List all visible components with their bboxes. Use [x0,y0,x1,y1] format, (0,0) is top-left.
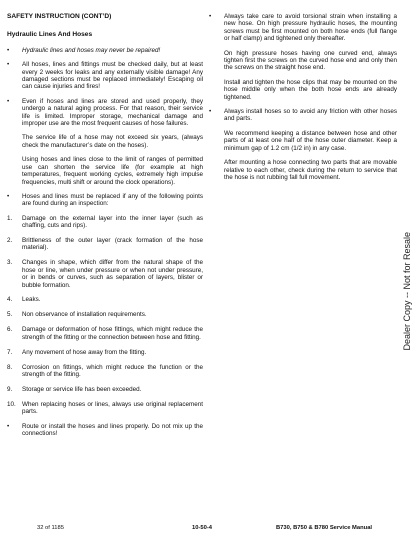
bullet-text: Always take care to avoid torsional strain when installing a new hose. On high pressure hydraulic hoses, the mounting screws must be first mounted on both hose ends (full flange or half clamp) and tightened only thereafter. [224,13,397,43]
paragraph: Install and tighten the hose clips that may be mounted on the hose middle only when the both hose ends are already tightened. [224,78,397,101]
bullet-text: Even if hoses and lines are stored and used properly, they undergo a natural aging process. For that reason, their service life is limited. Improper storage, mechanical damage and improper use are the most frequent causes of hose failures. [22,97,203,128]
bullet-text: Always install hoses so to avoid any friction with other hoses and parts. [224,108,397,123]
item-number: 5. [7,311,13,319]
item-text: Storage or service life has been exceeded. [22,385,142,393]
bullet-marker: • [7,192,10,200]
section-subtitle: Hydraulic Lines And Hoses [7,31,93,39]
right-column [209,13,397,188]
item-text: Changes in shape, which differ from the natural shape of the hose or line, when under pressure or when not under pressure, or in bends or curves, such as separation of layers, blister or bubble formation. [22,259,203,289]
numbered-item [7,386,203,393]
item-text: Brittleness of the outer layer (crack formation of the hose material). [22,237,203,252]
item-number: 4. [7,296,13,304]
footer-page-count: 32 of 1185 [37,525,64,531]
bullet-text: Hoses and lines must be replaced if any of the following points are found during an inspection: [22,192,203,208]
paragraph: On high pressure hoses having one curved end, always tighten first the screws on the curved hose end and only then the screws on the straight hose end. [224,49,397,72]
item-number: 3. [7,259,13,267]
item-text: Leaks. [22,296,41,304]
numbered-item [7,259,203,289]
item-number: 6. [7,326,13,334]
numbered-item [7,401,203,416]
left-column [7,13,203,445]
footer-section-number: 10-50-4 [192,525,212,531]
bullet-marker: • [7,61,10,69]
numbered-item [7,364,203,379]
numbered-item [7,326,203,341]
item-number: 8. [7,363,13,371]
bullet-item [7,193,203,208]
bullet-text: All hoses, lines and fittings must be checked daily, but at least every 2 weeks for leaks and any externally visible damage! Any damaged sections must be replaced immediately! Escaping oil can cause injuries and fires! [22,61,203,91]
numbered-item [7,296,203,303]
item-number: 1. [7,214,13,222]
paragraph: After mounting a hose connecting two parts that are movable relative to each other, check during the return to service that the hose is not rubbing fall full movement. [224,159,397,181]
paragraph: Using hoses and lines close to the limit of ranges of permitted use can shorten the service life (for example at high temperatures, frequent working cycles, extremely high impulse frequencies, multi shift or around the clock operations). [22,156,203,186]
numbered-item [7,349,203,356]
bullet-item [7,61,203,91]
bullet-marker: • [209,108,212,116]
bullet-item [7,98,203,128]
item-text: Damage or deformation of hose fittings, which might reduce the strength of the fitting or the connection between hose and fitting. [22,326,203,341]
bullet-item [209,108,397,123]
numbered-item [7,215,203,230]
item-text: Corrosion on fittings, which might reduce the function or the strength of the fitting. [22,363,203,378]
item-number: 9. [7,385,13,393]
bullet-item [7,423,203,438]
bullet-item [7,47,203,54]
bullet-text: Route or install the hoses and lines properly. Do not mix up the connections! [22,423,203,438]
numbered-item [7,237,203,252]
item-text: Non observance of installation requirements. [22,311,147,319]
paragraph: The service life of a hose may not exceed six years, (always check the manufacturer’s date on the hoses). [22,134,203,149]
bullet-marker: • [7,423,10,431]
bullet-marker: • [209,13,212,20]
bullet-item [209,13,397,43]
paragraph: We recommend keeping a distance between hose and other parts of at least one half of the hose outer diameter. Keep a minimum gap of 1.2 cm (1/2 in) in any case. [224,129,397,152]
footer-manual-title: B730, B750 & B780 Service Manual [276,525,373,531]
item-number: 10. [7,400,16,408]
numbered-item [7,311,203,318]
item-number: 7. [7,348,13,356]
item-text: Any movement of hose away from the fitting. [22,348,147,356]
bullet-text: Hydraulic lines and hoses may never be repaired! [22,46,161,54]
section-title: SAFETY INSTRUCTION (CONT’D) [7,13,112,20]
bullet-marker: • [7,46,10,54]
dealer-copy-watermark: Dealer Copy -- Not for Resale [402,232,412,351]
bullet-marker: • [7,97,10,105]
item-number: 2. [7,237,13,245]
item-text: Damage on the external layer into the inner layer (such as chaffing, cuts and rips). [22,214,203,230]
item-text: When replacing hoses or lines, always use original replacement parts. [22,400,203,416]
